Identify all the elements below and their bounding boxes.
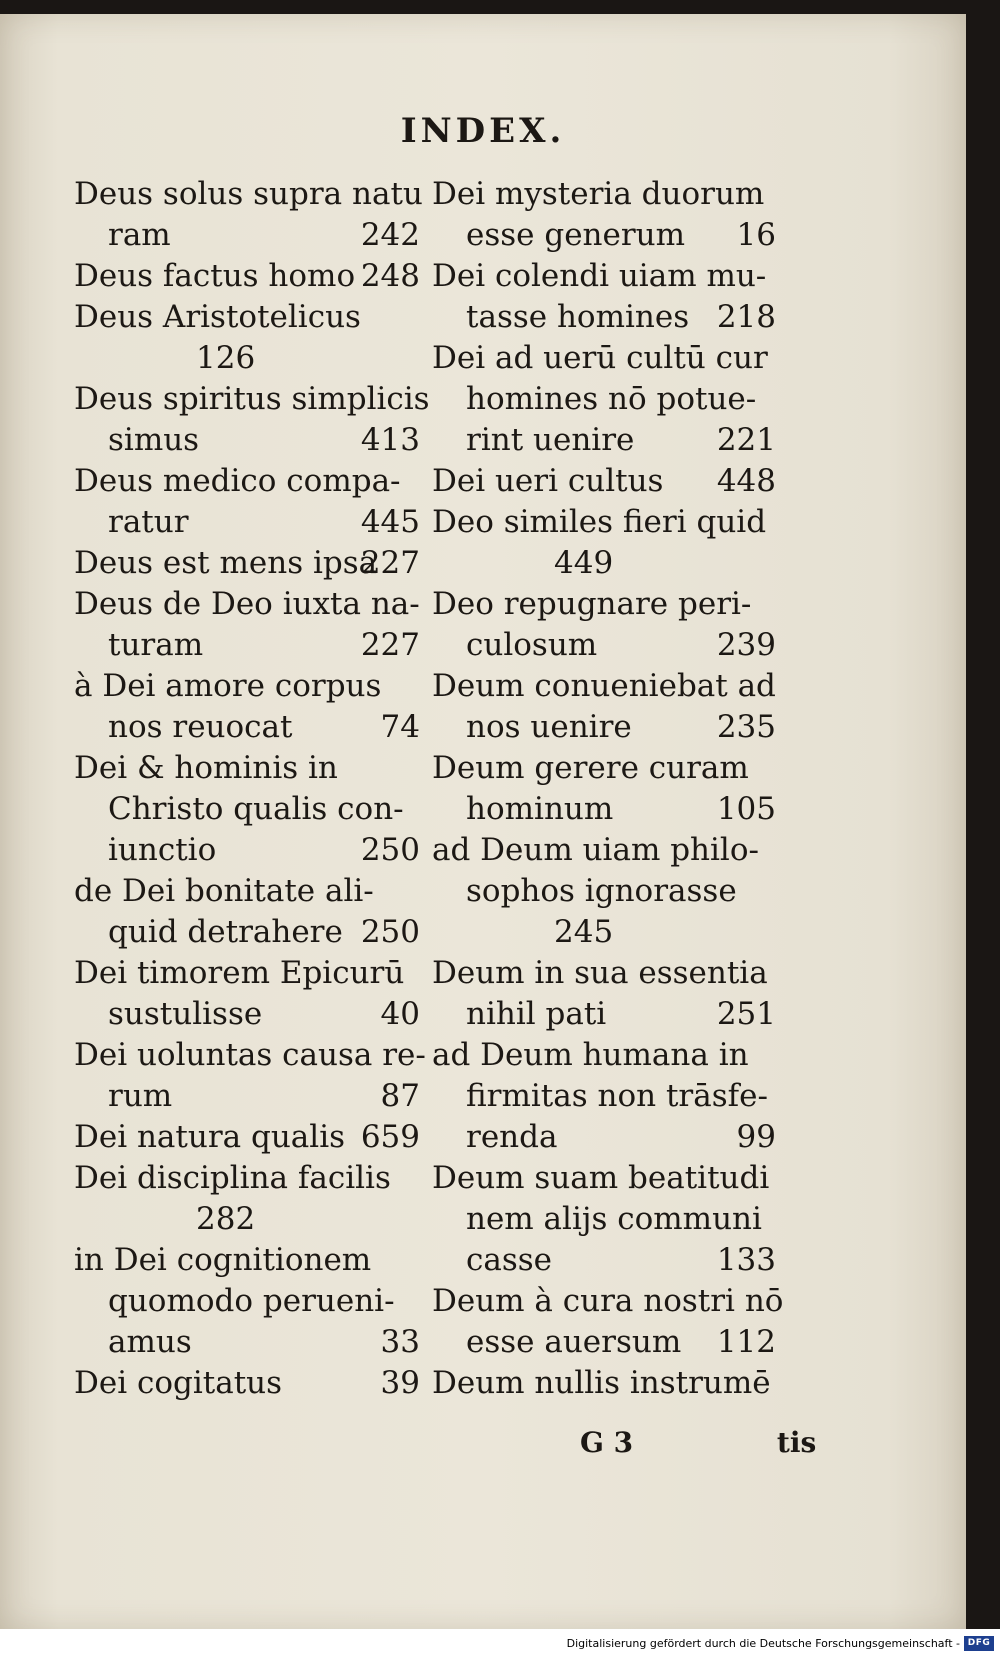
page-number: 227	[360, 627, 420, 663]
index-line	[432, 1281, 784, 1322]
page-number: 227	[360, 545, 420, 581]
index-line	[432, 1117, 776, 1158]
index-entry-text: Dei natura qualis	[74, 1119, 346, 1155]
index-entry-text: Deo similes fieri quid	[432, 504, 767, 540]
index-line	[74, 256, 420, 297]
index-line	[432, 748, 776, 789]
index-line	[432, 584, 776, 625]
index-line	[74, 584, 420, 625]
index-line	[74, 1076, 420, 1117]
index-line	[432, 871, 776, 912]
index-entry-text: amus	[108, 1324, 192, 1360]
index-entry-text: Dei & hominis in	[74, 750, 338, 786]
index-entry-text: rum	[108, 1078, 173, 1114]
index-line	[74, 420, 420, 461]
page-number: 74	[380, 709, 420, 745]
index-line	[432, 953, 776, 994]
page-number: 16	[736, 217, 776, 253]
index-line	[432, 625, 776, 666]
index-entry-text: nos uenire	[466, 709, 632, 745]
page-number: 245	[554, 914, 614, 950]
index-line	[74, 1240, 420, 1281]
page-number: 659	[360, 1119, 420, 1155]
index-entry-text: turam	[108, 627, 204, 663]
index-entry-text: Deo repugnare peri-	[432, 586, 752, 622]
page-number: 250	[360, 914, 420, 950]
page-number: 33	[380, 1324, 420, 1360]
index-line	[74, 297, 420, 338]
index-column-left	[74, 174, 430, 1404]
index-entry-text: Deus medico compa-	[74, 463, 401, 499]
index-line	[74, 871, 420, 912]
index-entry-text: firmitas non trāsfe-	[466, 1078, 768, 1114]
page-number: 112	[716, 1324, 776, 1360]
index-entry-text: Deum à cura nostri nō	[432, 1283, 784, 1319]
footer-credit-text: Digitalisierung gefördert durch die Deutsche Forschungsgemeinschaft -	[566, 1637, 960, 1650]
index-line	[432, 912, 776, 953]
index-entry-text: Dei disciplina facilis	[74, 1160, 391, 1196]
index-line	[74, 502, 420, 543]
index-line	[432, 707, 776, 748]
index-line	[432, 1322, 776, 1363]
index-line	[74, 748, 420, 789]
index-line	[74, 953, 420, 994]
index-line	[74, 543, 420, 584]
index-line	[432, 830, 776, 871]
index-entry-text: Deus factus homo	[74, 258, 356, 294]
index-entry-text: esse auersum	[466, 1324, 682, 1360]
index-line	[432, 297, 776, 338]
index-line	[74, 912, 420, 953]
index-line	[432, 789, 776, 830]
index-line	[74, 379, 430, 420]
index-line	[432, 215, 776, 256]
page-number: 235	[716, 709, 776, 745]
index-line	[432, 502, 776, 543]
index-entry-text: Deum nullis instrumē	[432, 1365, 771, 1401]
index-entry-text: quid detrahere	[108, 914, 343, 950]
index-entry-text: à Dei amore corpus	[74, 668, 382, 704]
index-entry-text: esse generum	[466, 217, 686, 253]
index-entry-text: nihil pati	[466, 996, 607, 1032]
index-entry-text: Dei uoluntas causa re-	[74, 1037, 426, 1073]
index-entry-text: culosum	[466, 627, 598, 663]
index-entry-text: Dei mysteria duorum	[432, 176, 765, 212]
index-line	[74, 1035, 426, 1076]
index-line	[432, 379, 776, 420]
page-number: 445	[360, 504, 420, 540]
index-line	[432, 1363, 776, 1404]
page-number: 133	[716, 1242, 776, 1278]
index-entry-text: Deus est mens ipsa	[74, 545, 378, 581]
index-line	[74, 625, 420, 666]
index-entry-text: Deum suam beatitudi	[432, 1160, 770, 1196]
page-number: 242	[360, 217, 420, 253]
index-entry-text: Christo qualis con-	[108, 791, 404, 827]
index-entry-text: tasse homines	[466, 299, 690, 335]
page-number: 282	[196, 1201, 256, 1237]
index-entry-text: Dei timorem Epicurū	[74, 955, 405, 991]
index-line	[74, 666, 420, 707]
index-line	[74, 1158, 420, 1199]
index-line	[432, 174, 776, 215]
index-entry-text: Dei ad uerū cultū cur	[432, 340, 768, 376]
index-line	[74, 1363, 420, 1404]
dfg-logo: DFG	[964, 1636, 994, 1651]
index-entry-text: homines nō potue-	[466, 381, 757, 417]
signature-mark: G 3	[580, 1426, 634, 1459]
index-entry-text: Deum conueniebat ad	[432, 668, 776, 704]
index-entry-text: de Dei bonitate ali-	[74, 873, 374, 909]
index-line	[74, 830, 420, 871]
index-entry-text: ram	[108, 217, 171, 253]
index-line	[432, 1199, 776, 1240]
index-entry-text: iunctio	[108, 832, 217, 868]
index-entry-text: hominum	[466, 791, 614, 827]
page-number: 218	[716, 299, 776, 335]
index-line	[74, 1199, 420, 1240]
index-entry-text: Dei cogitatus	[74, 1365, 283, 1401]
index-line	[432, 256, 776, 297]
index-line	[74, 707, 420, 748]
index-line	[74, 461, 420, 502]
page-number: 448	[716, 463, 776, 499]
index-entry-text: nos reuocat	[108, 709, 293, 745]
digitization-footer	[0, 1629, 1000, 1661]
page-number: 39	[380, 1365, 420, 1401]
index-line	[74, 338, 420, 379]
catchword-line	[580, 1426, 816, 1459]
index-entry-text: quomodo perueni-	[108, 1283, 395, 1319]
index-entry-text: Deum in sua essentia	[432, 955, 768, 991]
index-entry-text: casse	[466, 1242, 553, 1278]
index-line	[432, 420, 776, 461]
index-entry-text: simus	[108, 422, 200, 458]
index-entry-text: sophos ignorasse	[466, 873, 737, 909]
index-entry-text: Deus solus supra natu	[74, 176, 423, 212]
index-line	[74, 1117, 420, 1158]
index-entry-text: Deum gerere curam	[432, 750, 749, 786]
index-line	[432, 1035, 776, 1076]
index-entry-text: Deus de Deo iuxta na-	[74, 586, 420, 622]
page-number: 413	[360, 422, 420, 458]
index-line	[432, 543, 776, 584]
page-number: 87	[380, 1078, 420, 1114]
index-line	[432, 1076, 776, 1117]
index-entry-text: Dei colendi uiam mu-	[432, 258, 767, 294]
page-number: 221	[716, 422, 776, 458]
page-number: 40	[380, 996, 420, 1032]
index-entry-text: Dei ueri cultus	[432, 463, 664, 499]
page-number: 239	[716, 627, 776, 663]
index-line	[74, 1281, 420, 1322]
page-number: 99	[736, 1119, 776, 1155]
index-line	[432, 994, 776, 1035]
index-entry-text: in Dei cognitionem	[74, 1242, 372, 1278]
index-line	[74, 215, 420, 256]
catchword: tis	[776, 1426, 817, 1459]
index-entry-text: ratur	[108, 504, 189, 540]
index-line	[74, 1322, 420, 1363]
index-line	[74, 174, 423, 215]
index-entry-text: rint uenire	[466, 422, 635, 458]
page-number: 105	[716, 791, 776, 827]
page-number: 248	[360, 258, 420, 294]
index-line	[74, 994, 420, 1035]
index-entry-text: ad Deum humana in	[432, 1037, 749, 1073]
book-page	[0, 14, 966, 1629]
index-line	[432, 461, 776, 502]
index-entry-text: renda	[466, 1119, 558, 1155]
index-line	[432, 338, 776, 379]
page-number: 250	[360, 832, 420, 868]
index-entry-text: nem alijs communi	[466, 1201, 762, 1237]
index-line	[432, 666, 776, 707]
page-number: 449	[554, 545, 614, 581]
page-number: 126	[196, 340, 256, 376]
index-line	[432, 1240, 776, 1281]
index-entry-text: Deus Aristotelicus	[74, 299, 361, 335]
index-column-right	[432, 174, 784, 1404]
index-entry-text: sustulisse	[108, 996, 263, 1032]
index-line	[432, 1158, 776, 1199]
index-entry-text: Deus spiritus simplicis	[74, 381, 430, 417]
index-entry-text: ad Deum uiam philo-	[432, 832, 759, 868]
index-line	[74, 789, 420, 830]
page-number: 251	[716, 996, 776, 1032]
running-head: INDEX.	[400, 111, 566, 151]
